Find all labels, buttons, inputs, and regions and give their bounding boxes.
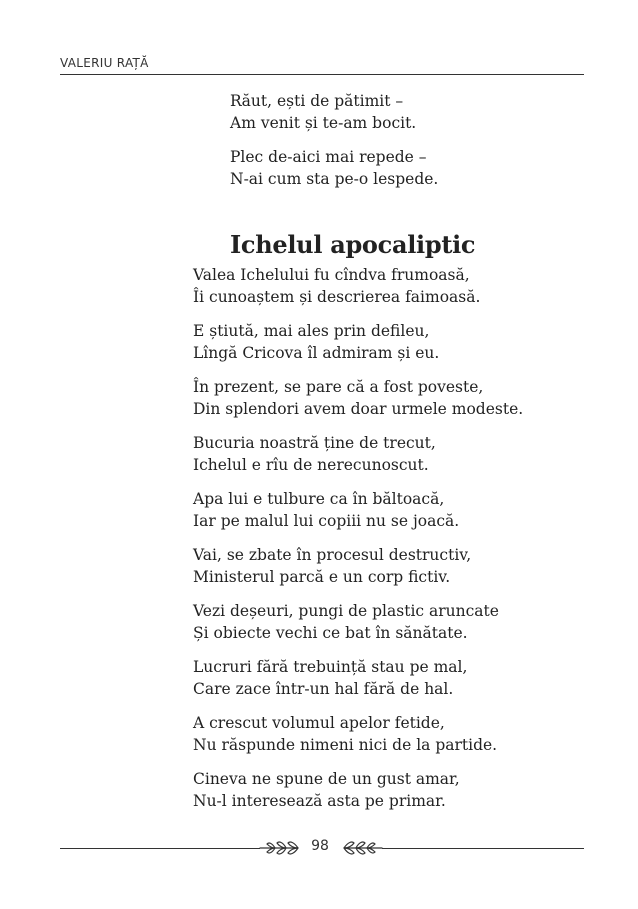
poem-stanza bbox=[193, 712, 497, 756]
poem-title: Ichelul apocaliptic bbox=[230, 230, 476, 259]
verse-line: Iar pe malul lui copiii nu se joacă. bbox=[193, 512, 460, 530]
verse-line: Ministerul parcă e un corp fictiv. bbox=[193, 568, 451, 586]
verse-line: Care zace într-un hal fără de hal. bbox=[193, 680, 454, 698]
verse-line: Valea Ichelului fu cîndva frumoasă, bbox=[193, 266, 470, 284]
poem-stanza bbox=[193, 432, 436, 476]
verse-line: Lîngă Cricova îl admiram și eu. bbox=[193, 344, 440, 362]
poem-stanza bbox=[193, 320, 439, 364]
verse-line: În prezent, se pare că a fost poveste, bbox=[193, 378, 484, 396]
verse-line: Plec de-aici mai repede – bbox=[230, 148, 427, 166]
verse-line: Nu-l interesează asta pe primar. bbox=[193, 792, 446, 810]
poem-stanza bbox=[193, 544, 471, 588]
poem-stanza bbox=[193, 768, 460, 812]
verse-line: Îi cunoaștem și descrierea faimoasă. bbox=[193, 288, 481, 306]
verse-line: Nu răspunde nimeni nici de la partide. bbox=[193, 736, 498, 754]
poem-stanza bbox=[193, 488, 459, 532]
poem-stanza bbox=[193, 264, 480, 308]
verse-line: A crescut volumul apelor fetide, bbox=[193, 714, 445, 732]
poem-stanza bbox=[193, 600, 499, 644]
verse-line: Vai, se zbate în procesul destructiv, bbox=[193, 546, 472, 564]
intro-stanza-1 bbox=[230, 90, 416, 134]
laurel-sprig-icon bbox=[340, 836, 384, 860]
verse-line: Apa lui e tulbure ca în băltoacă, bbox=[193, 490, 445, 508]
poem-stanza bbox=[193, 656, 467, 700]
verse-line: Lucruri fără trebuință stau pe mal, bbox=[193, 658, 468, 676]
running-header-author: VALERIU RAȚĂ bbox=[60, 56, 149, 70]
intro-stanza-2 bbox=[230, 146, 438, 190]
verse-line: E știută, mai ales prin defileu, bbox=[193, 322, 430, 340]
header-rule bbox=[60, 74, 584, 75]
verse-line: N-ai cum sta pe-o lespede. bbox=[230, 170, 439, 188]
verse-line: Bucuria noastră ține de trecut, bbox=[193, 434, 436, 452]
verse-line: Cineva ne spune de un gust amar, bbox=[193, 770, 460, 788]
verse-line: Din splendori avem doar urmele modeste. bbox=[193, 400, 524, 418]
verse-line: Am venit și te-am bocit. bbox=[230, 114, 417, 132]
poem-stanza bbox=[193, 376, 523, 420]
verse-line: Și obiecte vechi ce bat în sănătate. bbox=[193, 624, 468, 642]
page-number: 98 bbox=[311, 838, 329, 854]
footer-rule-left bbox=[60, 848, 260, 849]
verse-line: Vezi deșeuri, pungi de plastic aruncate bbox=[193, 602, 499, 620]
verse-line: Ichelul e rîu de nerecunoscut. bbox=[193, 456, 429, 474]
verse-line: Răut, ești de pătimit – bbox=[230, 92, 404, 110]
footer-rule-right bbox=[382, 848, 584, 849]
laurel-sprig-icon bbox=[258, 836, 302, 860]
